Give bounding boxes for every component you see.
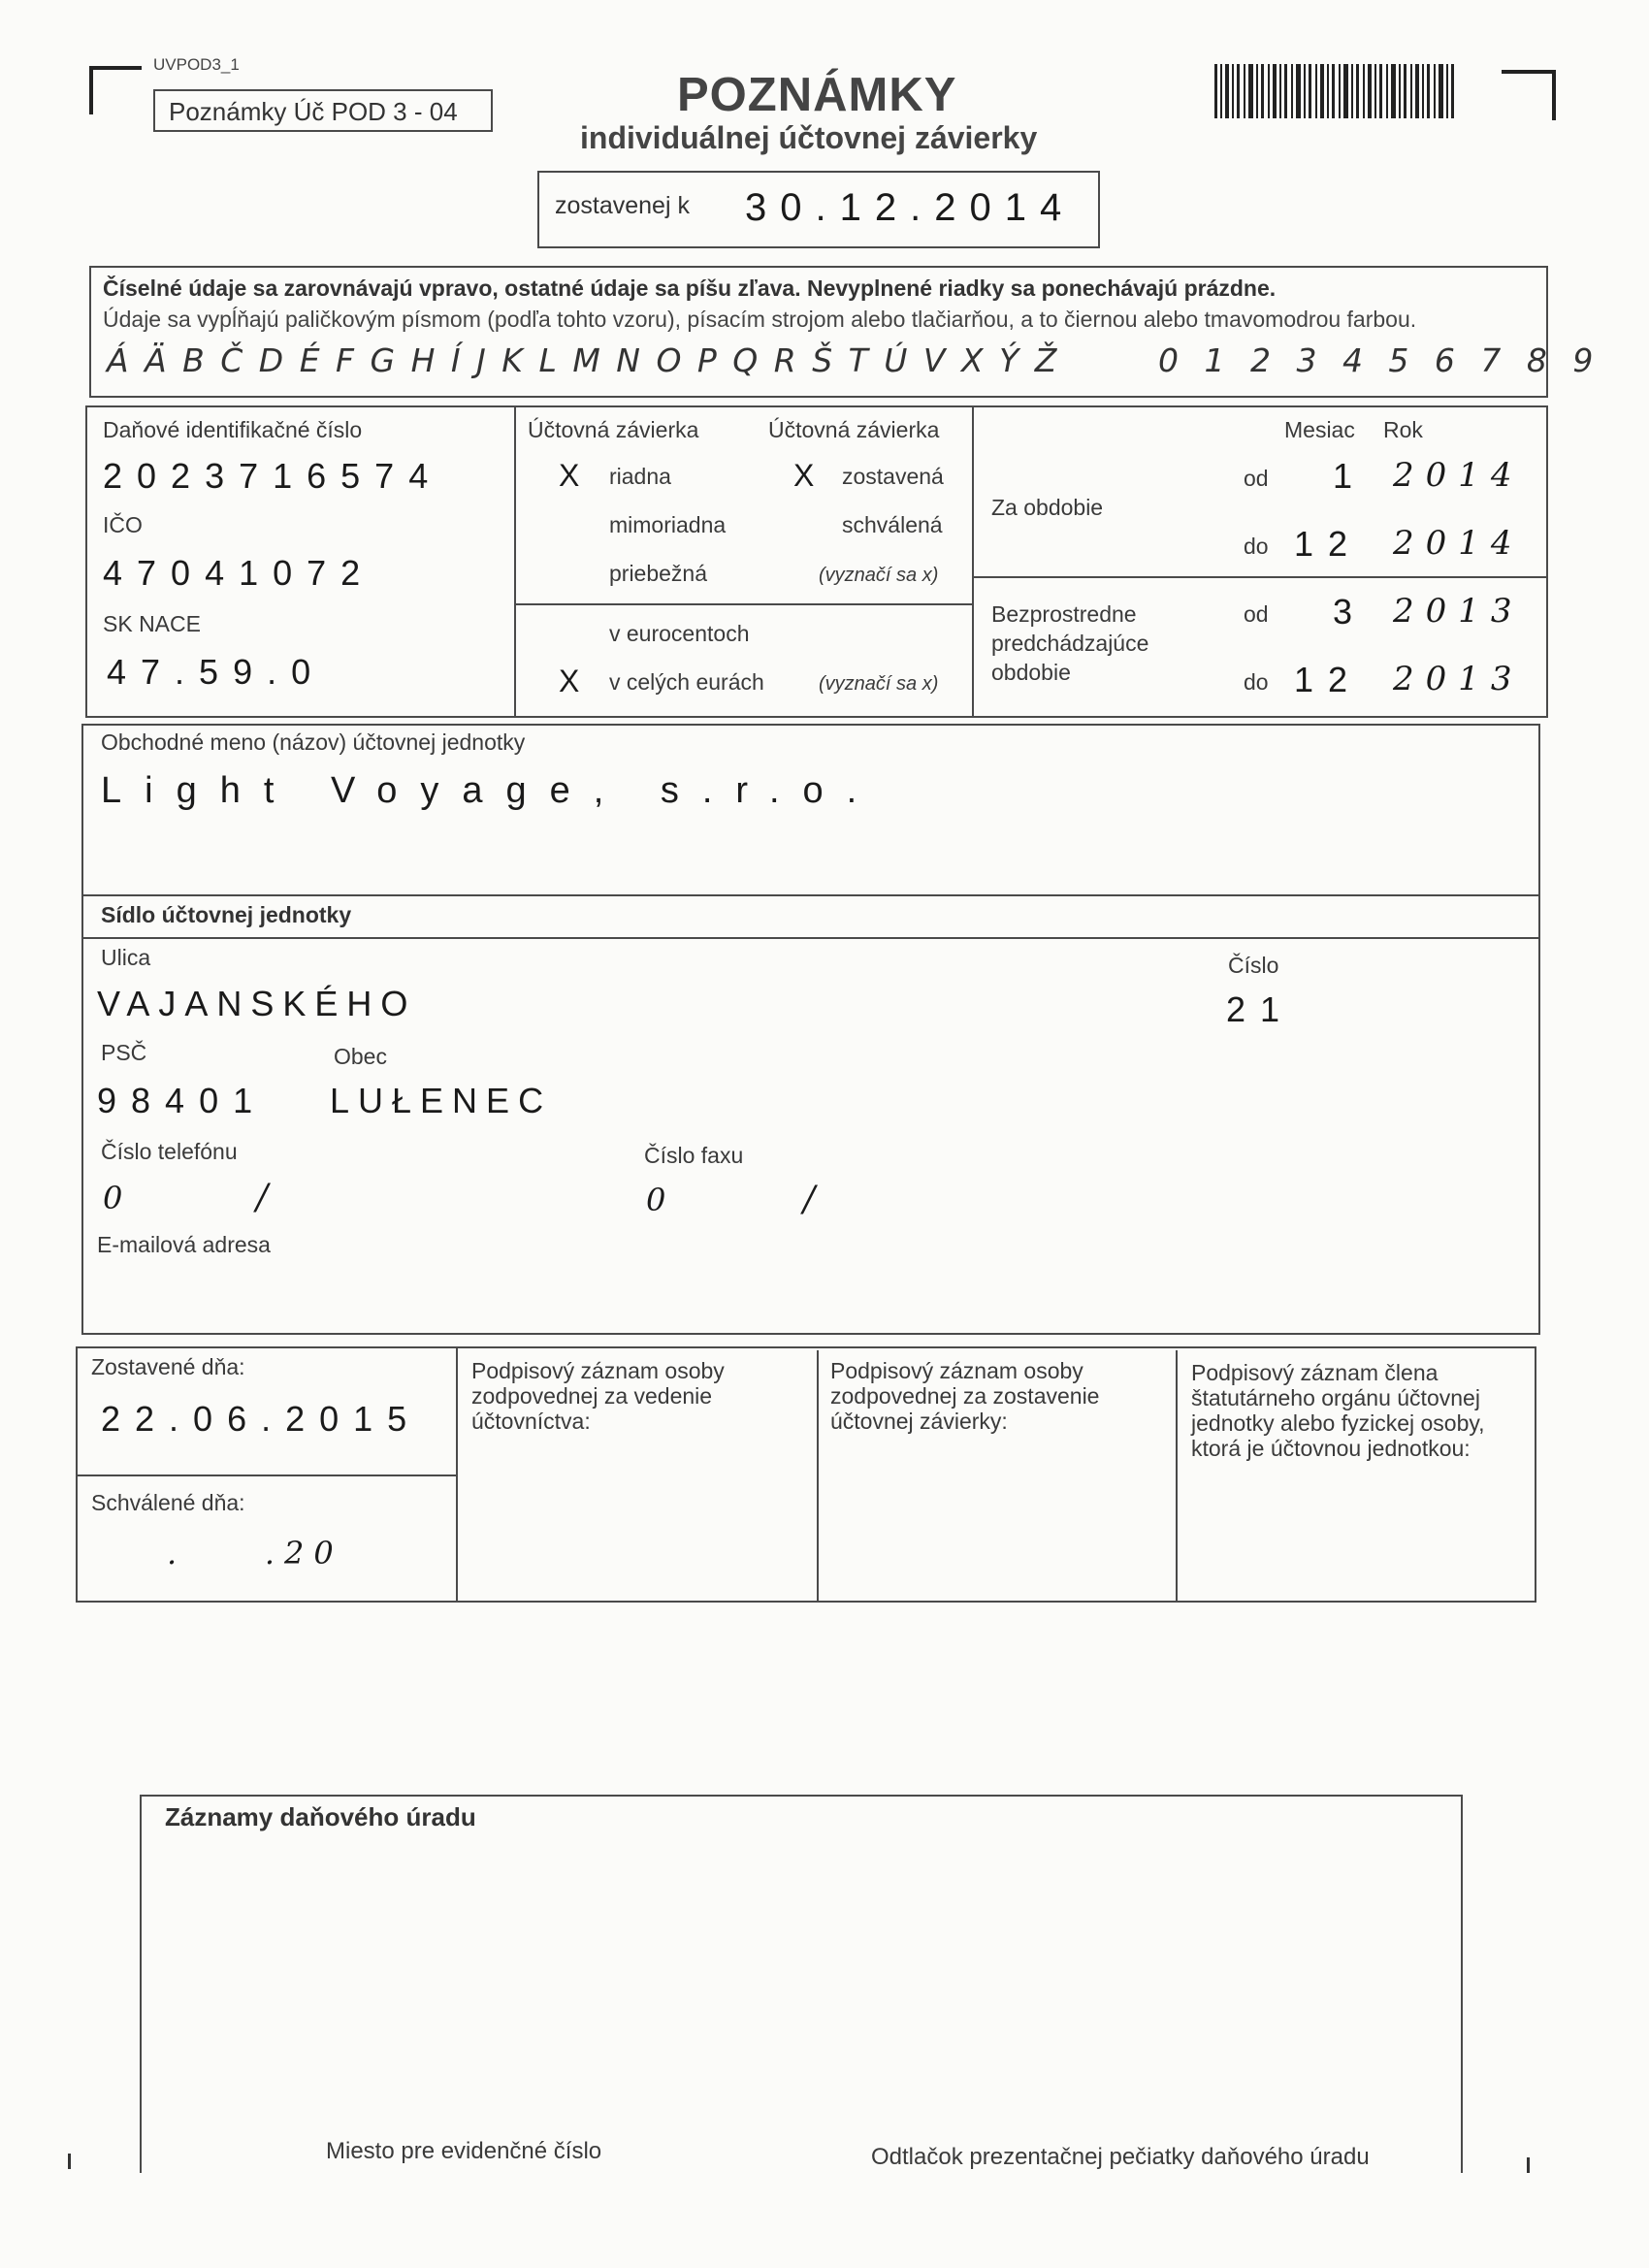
corner-mark-top-left xyxy=(89,66,142,114)
sample-letters: Á Ä B Č D É F G H Í J K L M N O P Q R Š T Ú V X Ý Ž xyxy=(107,341,1060,379)
mark-note: (vyznačí sa x) xyxy=(819,565,939,586)
signature-accounting[interactable]: Podpisový záznam osoby zodpovednej za vedenie účtovníctva: xyxy=(471,1358,725,1434)
compiled-on-value[interactable]: 22.06.2015 xyxy=(101,1399,422,1439)
edge-tick-right xyxy=(1527,2157,1530,2173)
number-label: Číslo xyxy=(1228,953,1279,978)
prev-period-label-1: Bezprostredne xyxy=(991,601,1137,627)
psc-value[interactable]: 98401 xyxy=(97,1081,268,1120)
divider xyxy=(81,894,1540,896)
dic-label: Daňové identifikačné číslo xyxy=(103,417,363,442)
number-value[interactable]: 21 xyxy=(1226,989,1295,1029)
instructions-line2: Údaje sa vypĺňajú paličkovým písmom (podľa tohto vzoru), písacím strojom alebo tlačiarňou, a to čiernou alebo tmavomodrou farbou. xyxy=(103,307,1417,332)
company-name-label: Obchodné meno (názov) účtovnej jednotky xyxy=(101,729,526,755)
priebezna-label: priebežná xyxy=(609,561,708,586)
compiled-date-box xyxy=(537,171,1100,248)
eur-label: v celých eurách xyxy=(609,669,764,695)
divider xyxy=(81,937,1540,939)
dic-value[interactable]: 2023716574 xyxy=(103,456,443,496)
street-label: Ulica xyxy=(101,945,151,970)
page-subtitle: individuálnej účtovnej závierky xyxy=(580,120,1038,155)
prev-to-month[interactable]: 12 xyxy=(1294,660,1363,699)
divider xyxy=(514,603,972,605)
statement-col2-header: Účtovná závierka xyxy=(768,417,940,442)
zostavena-mark[interactable]: X xyxy=(793,458,815,493)
barcode xyxy=(1214,64,1455,118)
statement-col1-header: Účtovná závierka xyxy=(528,417,699,442)
month-header: Mesiac xyxy=(1284,417,1355,442)
divider xyxy=(972,576,1548,578)
psc-label: PSČ xyxy=(101,1040,147,1065)
mark-note: (vyznačí sa x) xyxy=(819,673,939,695)
compiled-on-label: Zostavené dňa: xyxy=(91,1354,245,1379)
cur-from-month[interactable]: 1 xyxy=(1333,456,1368,496)
form-name: Poznámky Úč POD 3 - 04 xyxy=(169,97,458,126)
form-name-box xyxy=(153,89,493,132)
address-section-label: Sídlo účtovnej jednotky xyxy=(101,902,352,927)
signature-statutory[interactable]: Podpisový záznam člena štatutárneho orgánu účtovnej jednotky alebo fyzickej osoby, ktorá je účtovnou jednotkou: xyxy=(1191,1360,1485,1461)
mimoriadna-label: mimoriadna xyxy=(609,512,727,537)
prev-from-year[interactable]: 2013 xyxy=(1393,592,1524,631)
tax-office-box xyxy=(140,1795,1463,2173)
divider xyxy=(817,1350,819,1603)
cur-to-month[interactable]: 12 xyxy=(1294,524,1363,564)
prev-period-label-2: predchádzajúce xyxy=(991,631,1149,656)
do-label: do xyxy=(1244,534,1269,559)
divider xyxy=(514,405,516,718)
phone-value[interactable]: 0 xyxy=(103,1180,138,1216)
approved-on-label: Schválené dňa: xyxy=(91,1490,245,1515)
instructions-box xyxy=(89,266,1601,398)
nace-value[interactable]: 47.59.0 xyxy=(107,652,326,692)
phone-separator: / xyxy=(256,1178,283,1217)
approved-on-value[interactable]: . .20 xyxy=(167,1535,343,1571)
divider xyxy=(76,1474,456,1476)
compiled-label: zostavenej k xyxy=(555,192,690,219)
year-header: Rok xyxy=(1383,417,1423,442)
divider xyxy=(1176,1350,1178,1603)
cur-from-year[interactable]: 2014 xyxy=(1393,456,1524,495)
current-period-label: Za obdobie xyxy=(991,495,1104,520)
eurocent-label: v eurocentoch xyxy=(609,621,750,646)
corner-mark-top-right xyxy=(1502,70,1556,120)
sample-digits: 0 1 2 3 4 5 6 7 8 9 xyxy=(1158,341,1601,379)
tax-office-title: Záznamy daňového úradu xyxy=(165,1802,476,1831)
signature-compiler[interactable]: Podpisový záznam osoby zodpovednej za zostavenie účtovnej závierky: xyxy=(830,1358,1100,1434)
divider xyxy=(972,405,974,718)
ico-value[interactable]: 47041072 xyxy=(103,553,375,593)
city-value[interactable]: LUŁENEC xyxy=(330,1081,553,1120)
cur-to-year[interactable]: 2014 xyxy=(1393,524,1524,563)
fax-label: Číslo faxu xyxy=(644,1143,744,1168)
schvalena-label: schválená xyxy=(842,512,943,537)
street-value[interactable]: VAJANSKÉHO xyxy=(97,984,417,1023)
form-code: UVPOD3_1 xyxy=(153,55,240,74)
prev-period-label-3: obdobie xyxy=(991,660,1071,685)
ico-label: IČO xyxy=(103,512,143,537)
stamp-label: Odtlačok prezentačnej pečiatky daňového úradu xyxy=(871,2144,1370,2170)
city-label: Obec xyxy=(334,1044,387,1069)
instructions-line1: Číselné údaje sa zarovnávajú vpravo, ostatné údaje sa píšu zľava. Nevyplnené riadky sa ponechávajú prázdne. xyxy=(103,275,1277,301)
prev-to-year[interactable]: 2013 xyxy=(1393,660,1524,698)
compiled-date[interactable]: 30.12.2014 xyxy=(745,186,1076,229)
od-label: od xyxy=(1244,601,1269,627)
eur-mark[interactable]: X xyxy=(559,664,580,698)
divider xyxy=(456,1346,458,1603)
company-name[interactable]: Light Voyage, s.r.o. xyxy=(101,770,881,811)
riadna-mark[interactable]: X xyxy=(559,458,580,493)
od-label: od xyxy=(1244,466,1269,491)
nace-label: SK NACE xyxy=(103,611,201,636)
do-label: do xyxy=(1244,669,1269,695)
fax-separator: / xyxy=(803,1180,830,1219)
phone-label: Číslo telefónu xyxy=(101,1139,238,1164)
edge-tick-left xyxy=(68,2154,71,2169)
page-title: POZNÁMKY xyxy=(677,69,957,121)
prev-from-month[interactable]: 3 xyxy=(1333,592,1368,632)
riadna-label: riadna xyxy=(609,464,671,489)
zostavena-label: zostavená xyxy=(842,464,944,489)
company-box xyxy=(81,724,1540,1335)
evidence-number-label: Miesto pre evidenčné číslo xyxy=(326,2138,602,2164)
email-label: E-mailová adresa xyxy=(97,1232,271,1257)
fax-value[interactable]: 0 xyxy=(646,1182,681,1218)
